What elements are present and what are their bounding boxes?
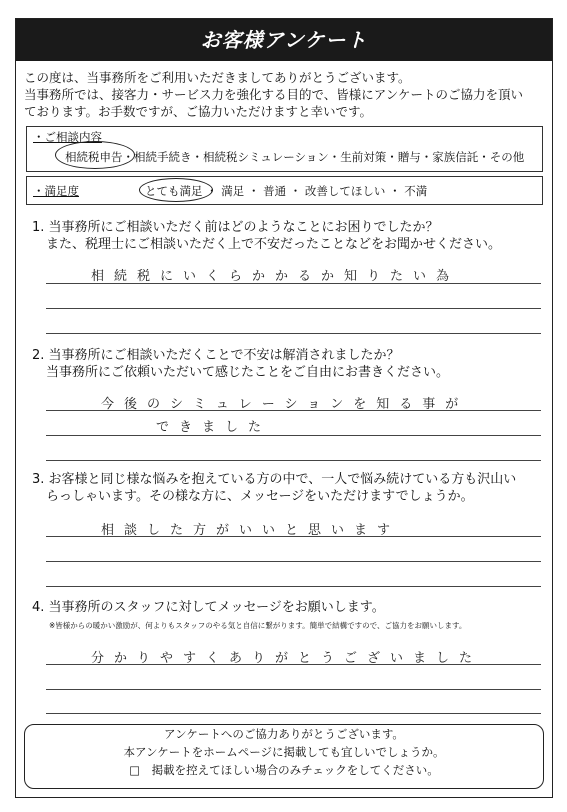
answer-line xyxy=(46,435,541,436)
question-text: 3. お客様と同じ様な悩みを抱えている方の中で、一人で悩み続けている方も沢山い xyxy=(32,472,517,487)
question-text: 1. 当事務所にご相談いただく前はどのようなことにお困りでしたか？ xyxy=(32,220,439,235)
consult-label: ・ご相談内容 xyxy=(33,130,102,144)
answer-line xyxy=(46,333,541,334)
intro-line: ております。お手数ですが、ご協力いただけますと幸いです。 xyxy=(24,104,373,119)
answer-line xyxy=(46,308,541,309)
question-3 xyxy=(32,471,542,505)
answer-line xyxy=(46,586,541,587)
form-title: お客様アンケート xyxy=(16,19,552,61)
answer-line xyxy=(46,283,541,284)
answer-handwriting: 分かりやすくありがとうございました xyxy=(91,651,483,666)
intro-line: 当事務所では、接客力・サービス力を強化する目的で、皆様にアンケートのご協力を頂い xyxy=(24,87,524,102)
satisfaction-options: とても満足 ・ 満足 ・ 普通 ・ 改善してほしい ・ 不満 xyxy=(145,184,428,198)
question-text: 4. 当事務所のスタッフに対してメッセージをお願いします。 xyxy=(32,600,385,615)
question-text: 当事務所にご依頼いただいて感じたことをご自由にお書きください。 xyxy=(46,365,450,380)
answer-handwriting: 相続税にいくらかかるか知りたい為 xyxy=(91,269,460,284)
question-1 xyxy=(32,219,542,253)
answer-line xyxy=(46,689,541,690)
intro-line: この度は、当事務所をご利用いただきましてありがとうございます。 xyxy=(24,70,411,85)
footer-checkbox-line[interactable]: □ 掲載を控えてほしい場合のみチェックをしてください。 xyxy=(129,763,439,777)
satisfaction-label: ・満足度 xyxy=(33,184,79,198)
answer-line xyxy=(46,664,541,665)
survey-form xyxy=(15,18,553,798)
question-text: 2. 当事務所にご相談いただくことで不安は解消されましたか？ xyxy=(32,348,400,363)
satisfaction-selected-circle xyxy=(139,178,213,202)
consult-options: 相続税申告・相続手続き・相続税シミュレーション・生前対策・贈与・家族信託・その他 xyxy=(65,150,525,164)
question-note: ※皆様からの暖かい激励が、何よりもスタッフのやる気と自信に繋がります。簡単で結構ですので、ご協力をお願いします。 xyxy=(49,621,467,630)
footer-line: アンケートへのご協力ありがとうございます。 xyxy=(164,727,404,741)
satisfaction-box xyxy=(26,176,543,205)
intro-text xyxy=(24,69,544,120)
footer-line: 本アンケートをホームページに掲載しても宜しいでしょうか。 xyxy=(123,745,445,759)
answer-handwriting: 今後のシミュレーションを知る事が xyxy=(101,397,469,412)
consult-selected-circle xyxy=(55,141,135,169)
question-text: また、税理士にご相談いただく上で不安だったことなどをお聞かせください。 xyxy=(46,237,502,252)
question-4 xyxy=(32,599,542,616)
question-2 xyxy=(32,347,542,381)
question-text: らっしゃいます。その様な方に、メッセージをいただけますでしょうか。 xyxy=(46,489,474,504)
answer-line xyxy=(46,561,541,562)
answer-line xyxy=(46,536,541,537)
footer-box xyxy=(24,724,544,789)
consult-box xyxy=(26,126,543,172)
answer-line xyxy=(46,460,541,461)
answer-handwriting: できました xyxy=(156,420,272,435)
answer-line xyxy=(46,713,541,714)
answer-line xyxy=(46,410,541,411)
answer-handwriting: 相談した方がいいと思います xyxy=(101,523,401,538)
